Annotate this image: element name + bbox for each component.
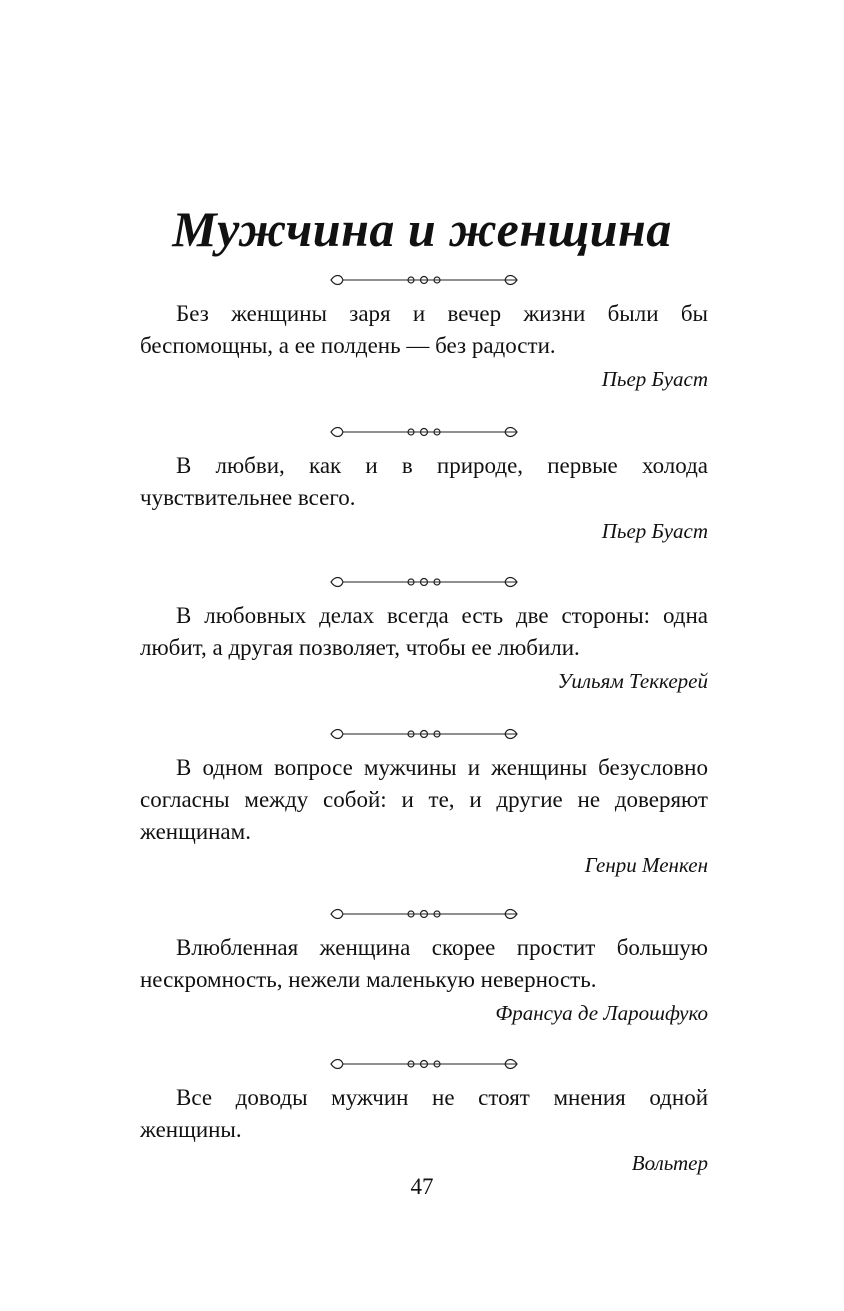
ornamental-divider-icon <box>329 272 519 288</box>
quote-author: Пьер Буаст <box>601 519 708 543</box>
page-number: 47 <box>410 1174 434 1199</box>
quote-text: В одном вопросе мужчины и женщины безусловно согласны между собой: и те, и другие не доверяют женщинам. <box>140 755 708 844</box>
quote-author: Пьер Буаст <box>601 367 708 391</box>
quote-block <box>140 574 708 696</box>
quote-text: В любовных делах всегда есть две стороны: одна любит, а другая позволяет, чтобы ее любили. <box>140 603 708 660</box>
quote-block <box>140 272 708 394</box>
quote-block <box>140 424 708 546</box>
ornamental-divider-icon <box>329 424 519 440</box>
quote-author: Франсуа де Ларошфуко <box>495 1001 708 1025</box>
quote-block <box>140 1056 708 1178</box>
quote-text: Все доводы мужчин не стоят мнения одной женщины. <box>140 1085 708 1142</box>
quote-block <box>140 906 708 1028</box>
ornamental-divider-icon <box>329 906 519 922</box>
quote-text: В любви, как и в природе, первые холода чувствительнее всего. <box>140 453 708 510</box>
ornamental-divider-icon <box>329 726 519 742</box>
ornamental-divider-icon <box>329 574 519 590</box>
quote-text: Влюбленная женщина скорее простит большую нескромность, нежели маленькую неверность. <box>140 935 708 992</box>
ornamental-divider-icon <box>329 1056 519 1072</box>
quote-block <box>140 726 708 880</box>
quote-author: Уильям Теккерей <box>557 669 708 693</box>
quote-author: Генри Менкен <box>584 853 708 877</box>
page-title: Мужчина и женщина <box>172 200 672 257</box>
quote-text: Без женщины заря и вечер жизни были бы беспомощны, а ее полдень — без радости. <box>140 301 708 358</box>
quote-author: Вольтер <box>631 1151 708 1175</box>
